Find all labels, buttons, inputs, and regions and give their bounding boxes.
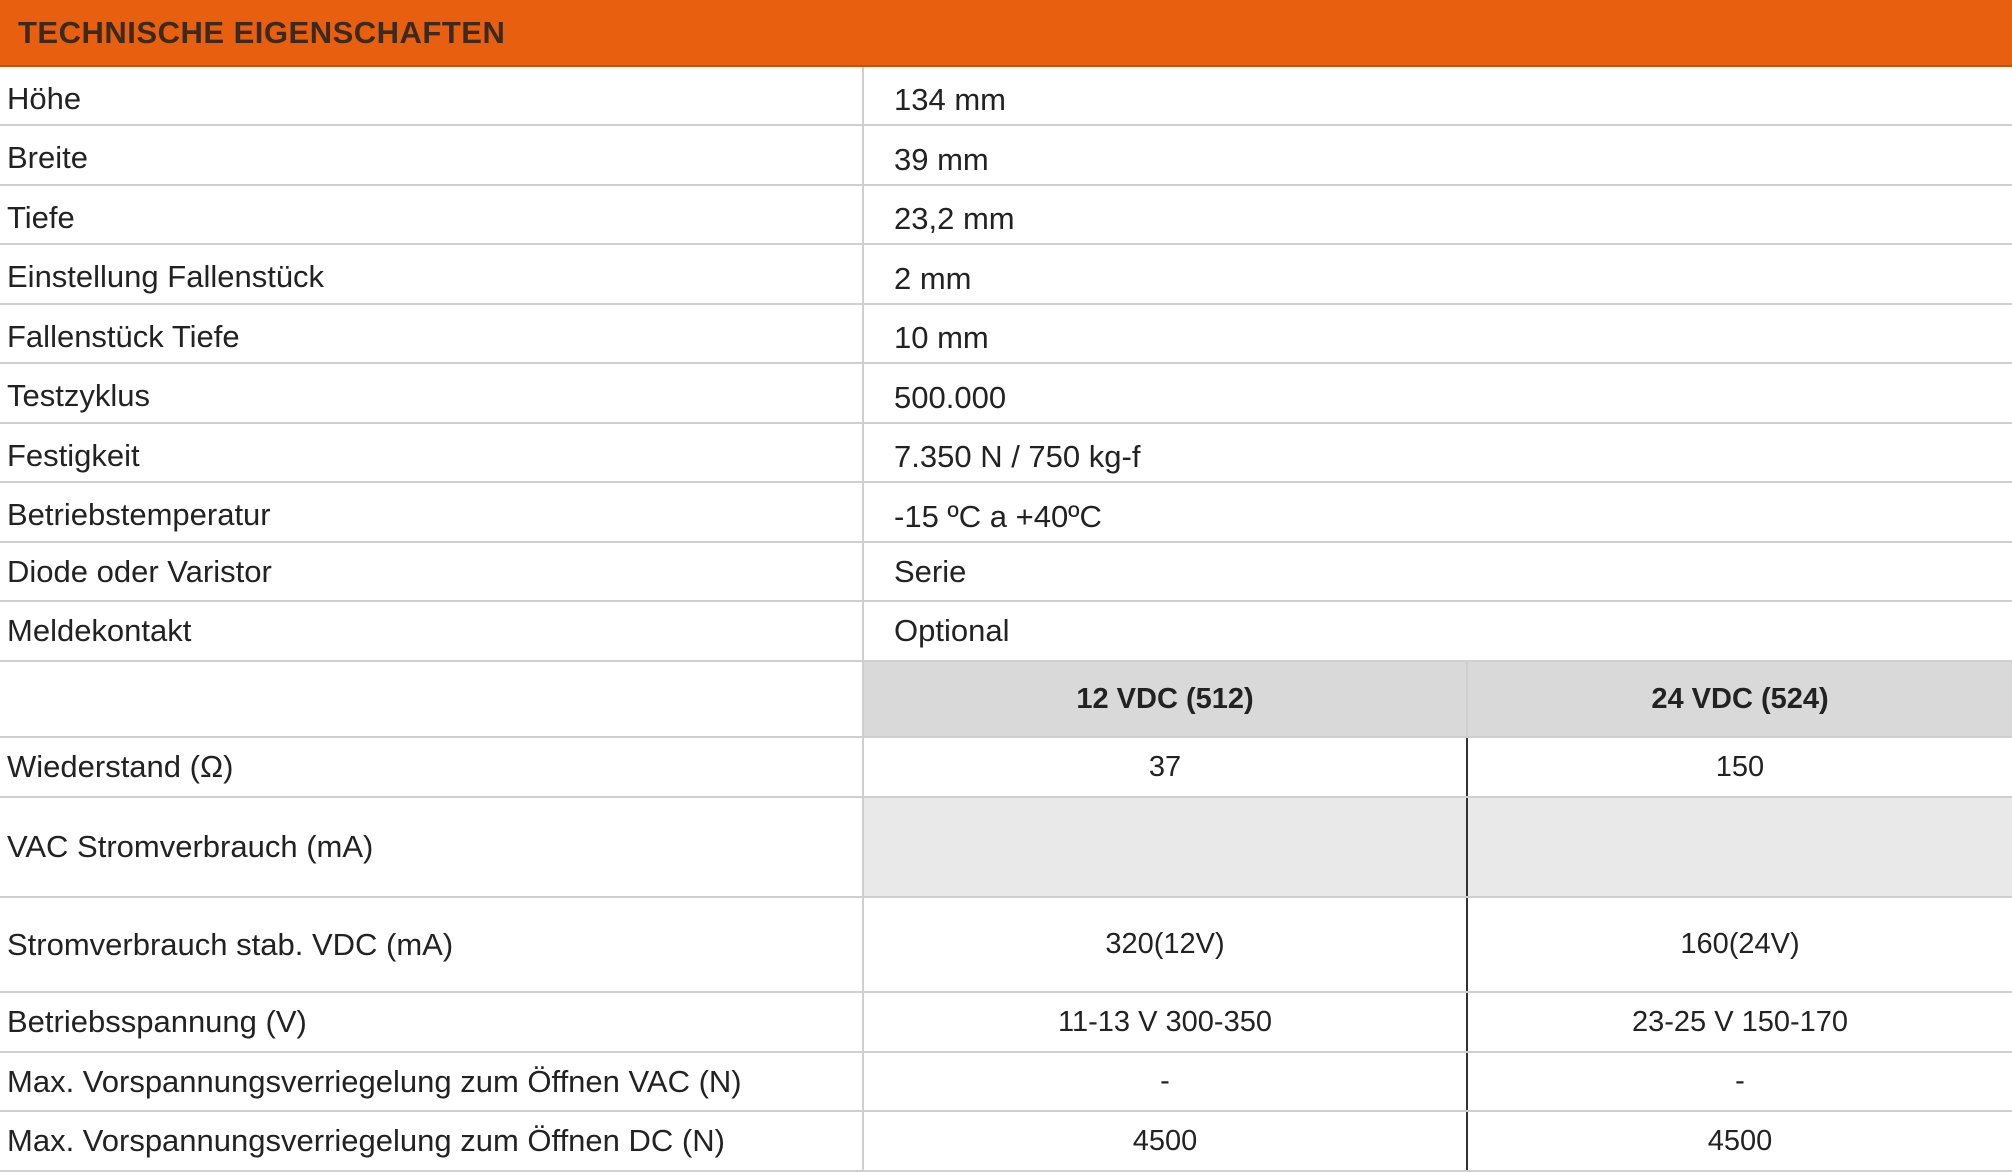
cell-24vdc: - xyxy=(1735,1065,1745,1097)
table-row xyxy=(0,364,2012,424)
empty-header-cell xyxy=(0,662,864,736)
table-row xyxy=(0,1112,2012,1172)
cell-24vdc: 23-25 V 150-170 xyxy=(1631,1005,1849,1038)
table-row xyxy=(0,245,2012,305)
row-label: Stromverbrauch stab. VDC (mA) xyxy=(0,898,864,991)
spec-label: Festigkeit xyxy=(0,424,864,481)
row-label: Betriebsspannung (V) xyxy=(0,993,864,1051)
voltage-table xyxy=(0,662,2012,1172)
table-row xyxy=(0,67,2012,126)
column-header-24vdc: 24 VDC (524) xyxy=(1468,662,2012,736)
spec-value: 2 mm xyxy=(894,261,972,296)
table-row xyxy=(0,186,2012,245)
table-row xyxy=(0,798,2012,898)
table-row xyxy=(0,305,2012,364)
row-label: VAC Stromverbrauch (mA) xyxy=(0,798,864,896)
table-row xyxy=(0,738,2012,798)
spec-value: 23,2 mm xyxy=(894,201,1015,236)
table-row xyxy=(0,543,2012,602)
cell-12vdc: 320(12V) xyxy=(864,898,1468,991)
cell-24vdc: 4500 xyxy=(1707,1124,1773,1157)
spec-label: Testzyklus xyxy=(0,364,864,422)
cell-24vdc xyxy=(1468,798,2012,896)
spec-value: 39 mm xyxy=(894,142,989,177)
spec-value: Serie xyxy=(894,553,967,589)
spec-label: Breite xyxy=(0,126,864,184)
spec-value: Optional xyxy=(894,613,1010,648)
table-row xyxy=(0,424,2012,483)
table-row xyxy=(0,1053,2012,1112)
column-header-12vdc: 12 VDC (512) xyxy=(864,662,1468,736)
cell-24vdc: 160(24V) xyxy=(1680,928,1800,960)
cell-12vdc: 4500 xyxy=(864,1112,1468,1170)
spec-value: 500.000 xyxy=(894,380,1007,415)
table-row xyxy=(0,126,2012,186)
cell-12vdc: - xyxy=(864,1053,1468,1110)
spec-label: Einstellung Fallenstück xyxy=(0,245,864,303)
specs-table xyxy=(0,67,2012,662)
spec-label: Diode oder Varistor xyxy=(0,543,864,600)
cell-24vdc: 150 xyxy=(1715,750,1765,783)
table-row xyxy=(0,602,2012,662)
spec-value: -15 ºC a +40ºC xyxy=(894,499,1102,534)
table-row xyxy=(0,483,2012,543)
table-row xyxy=(0,993,2012,1053)
spec-label: Fallenstück Tiefe xyxy=(0,305,864,362)
row-label: Wiederstand (Ω) xyxy=(0,738,864,796)
row-label: Max. Vorspannungsverriegelung zum Öffnen VAC (N) xyxy=(0,1053,864,1110)
spec-value: 7.350 N / 750 kg-f xyxy=(894,439,1141,474)
spec-label: Betriebstemperatur xyxy=(0,483,864,541)
spec-label: Höhe xyxy=(0,67,864,124)
spec-value: 10 mm xyxy=(894,320,989,355)
section-header xyxy=(0,0,2012,67)
table-row xyxy=(0,898,2012,993)
cell-12vdc: 11-13 V 300-350 xyxy=(864,993,1468,1051)
row-label: Max. Vorspannungsverriegelung zum Öffnen DC (N) xyxy=(0,1112,864,1170)
spec-label: Tiefe xyxy=(0,186,864,243)
column-header-row xyxy=(0,662,2012,738)
cell-12vdc xyxy=(864,798,1468,896)
spec-label: Meldekontakt xyxy=(0,602,864,660)
cell-12vdc: 37 xyxy=(864,738,1468,796)
section-title: TECHNISCHE EIGENSCHAFTEN xyxy=(18,14,506,50)
spec-value: 134 mm xyxy=(894,82,1006,117)
